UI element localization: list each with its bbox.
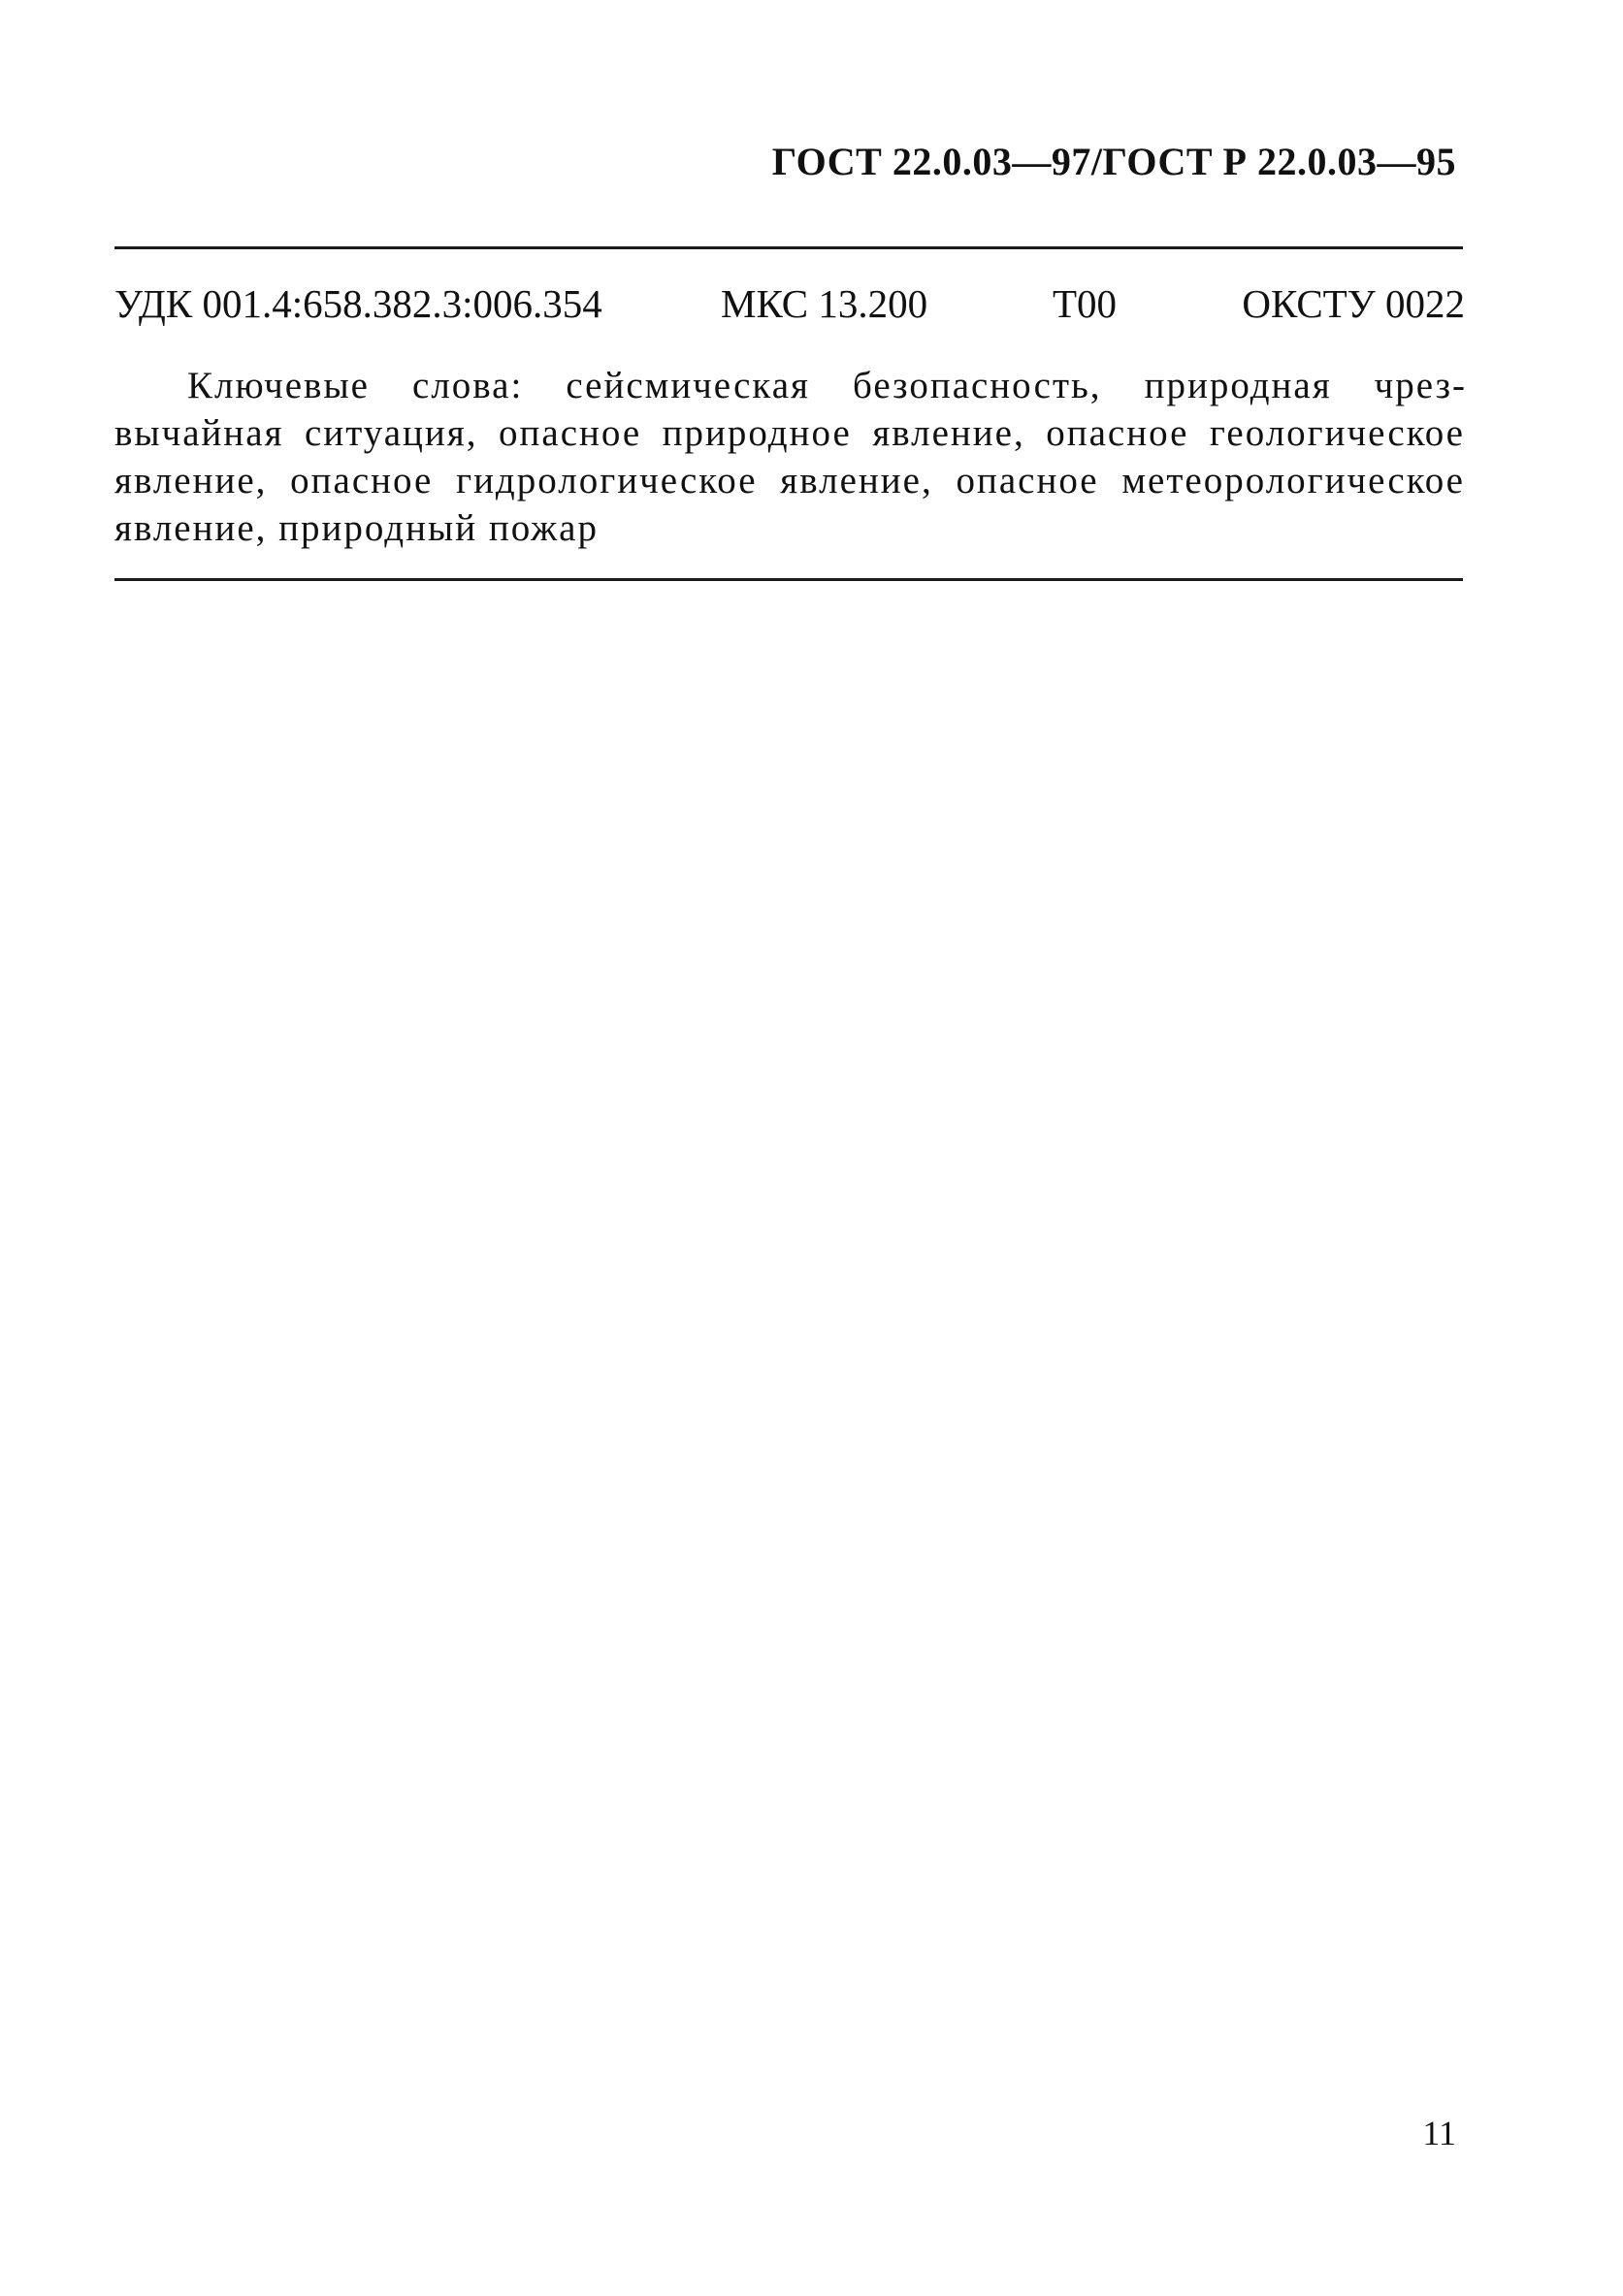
- classification-row: [114, 280, 1465, 331]
- group-code: Т00: [1053, 281, 1118, 326]
- top-divider: [114, 246, 1463, 249]
- document-header-standard-id: ГОСТ 22.0.03—97/ГОСТ Р 22.0.03—95: [771, 140, 1456, 183]
- keywords-paragraph: Ключевые слова: сейсмическая безопасность, природная чрезвычайная ситуация, опасное природное явление, опасное геологическое явление, опасное гидрологическое явление, опасное метеорологическое явление, природный пожар: [114, 365, 1465, 549]
- udk-code: УДК 001.4:658.382.3:006.354: [114, 281, 602, 326]
- page-number: 11: [1422, 2114, 1456, 2152]
- okstu-code: ОКСТУ 0022: [1242, 281, 1465, 326]
- mks-code: МКС 13.200: [721, 281, 928, 326]
- bottom-divider: [114, 578, 1463, 581]
